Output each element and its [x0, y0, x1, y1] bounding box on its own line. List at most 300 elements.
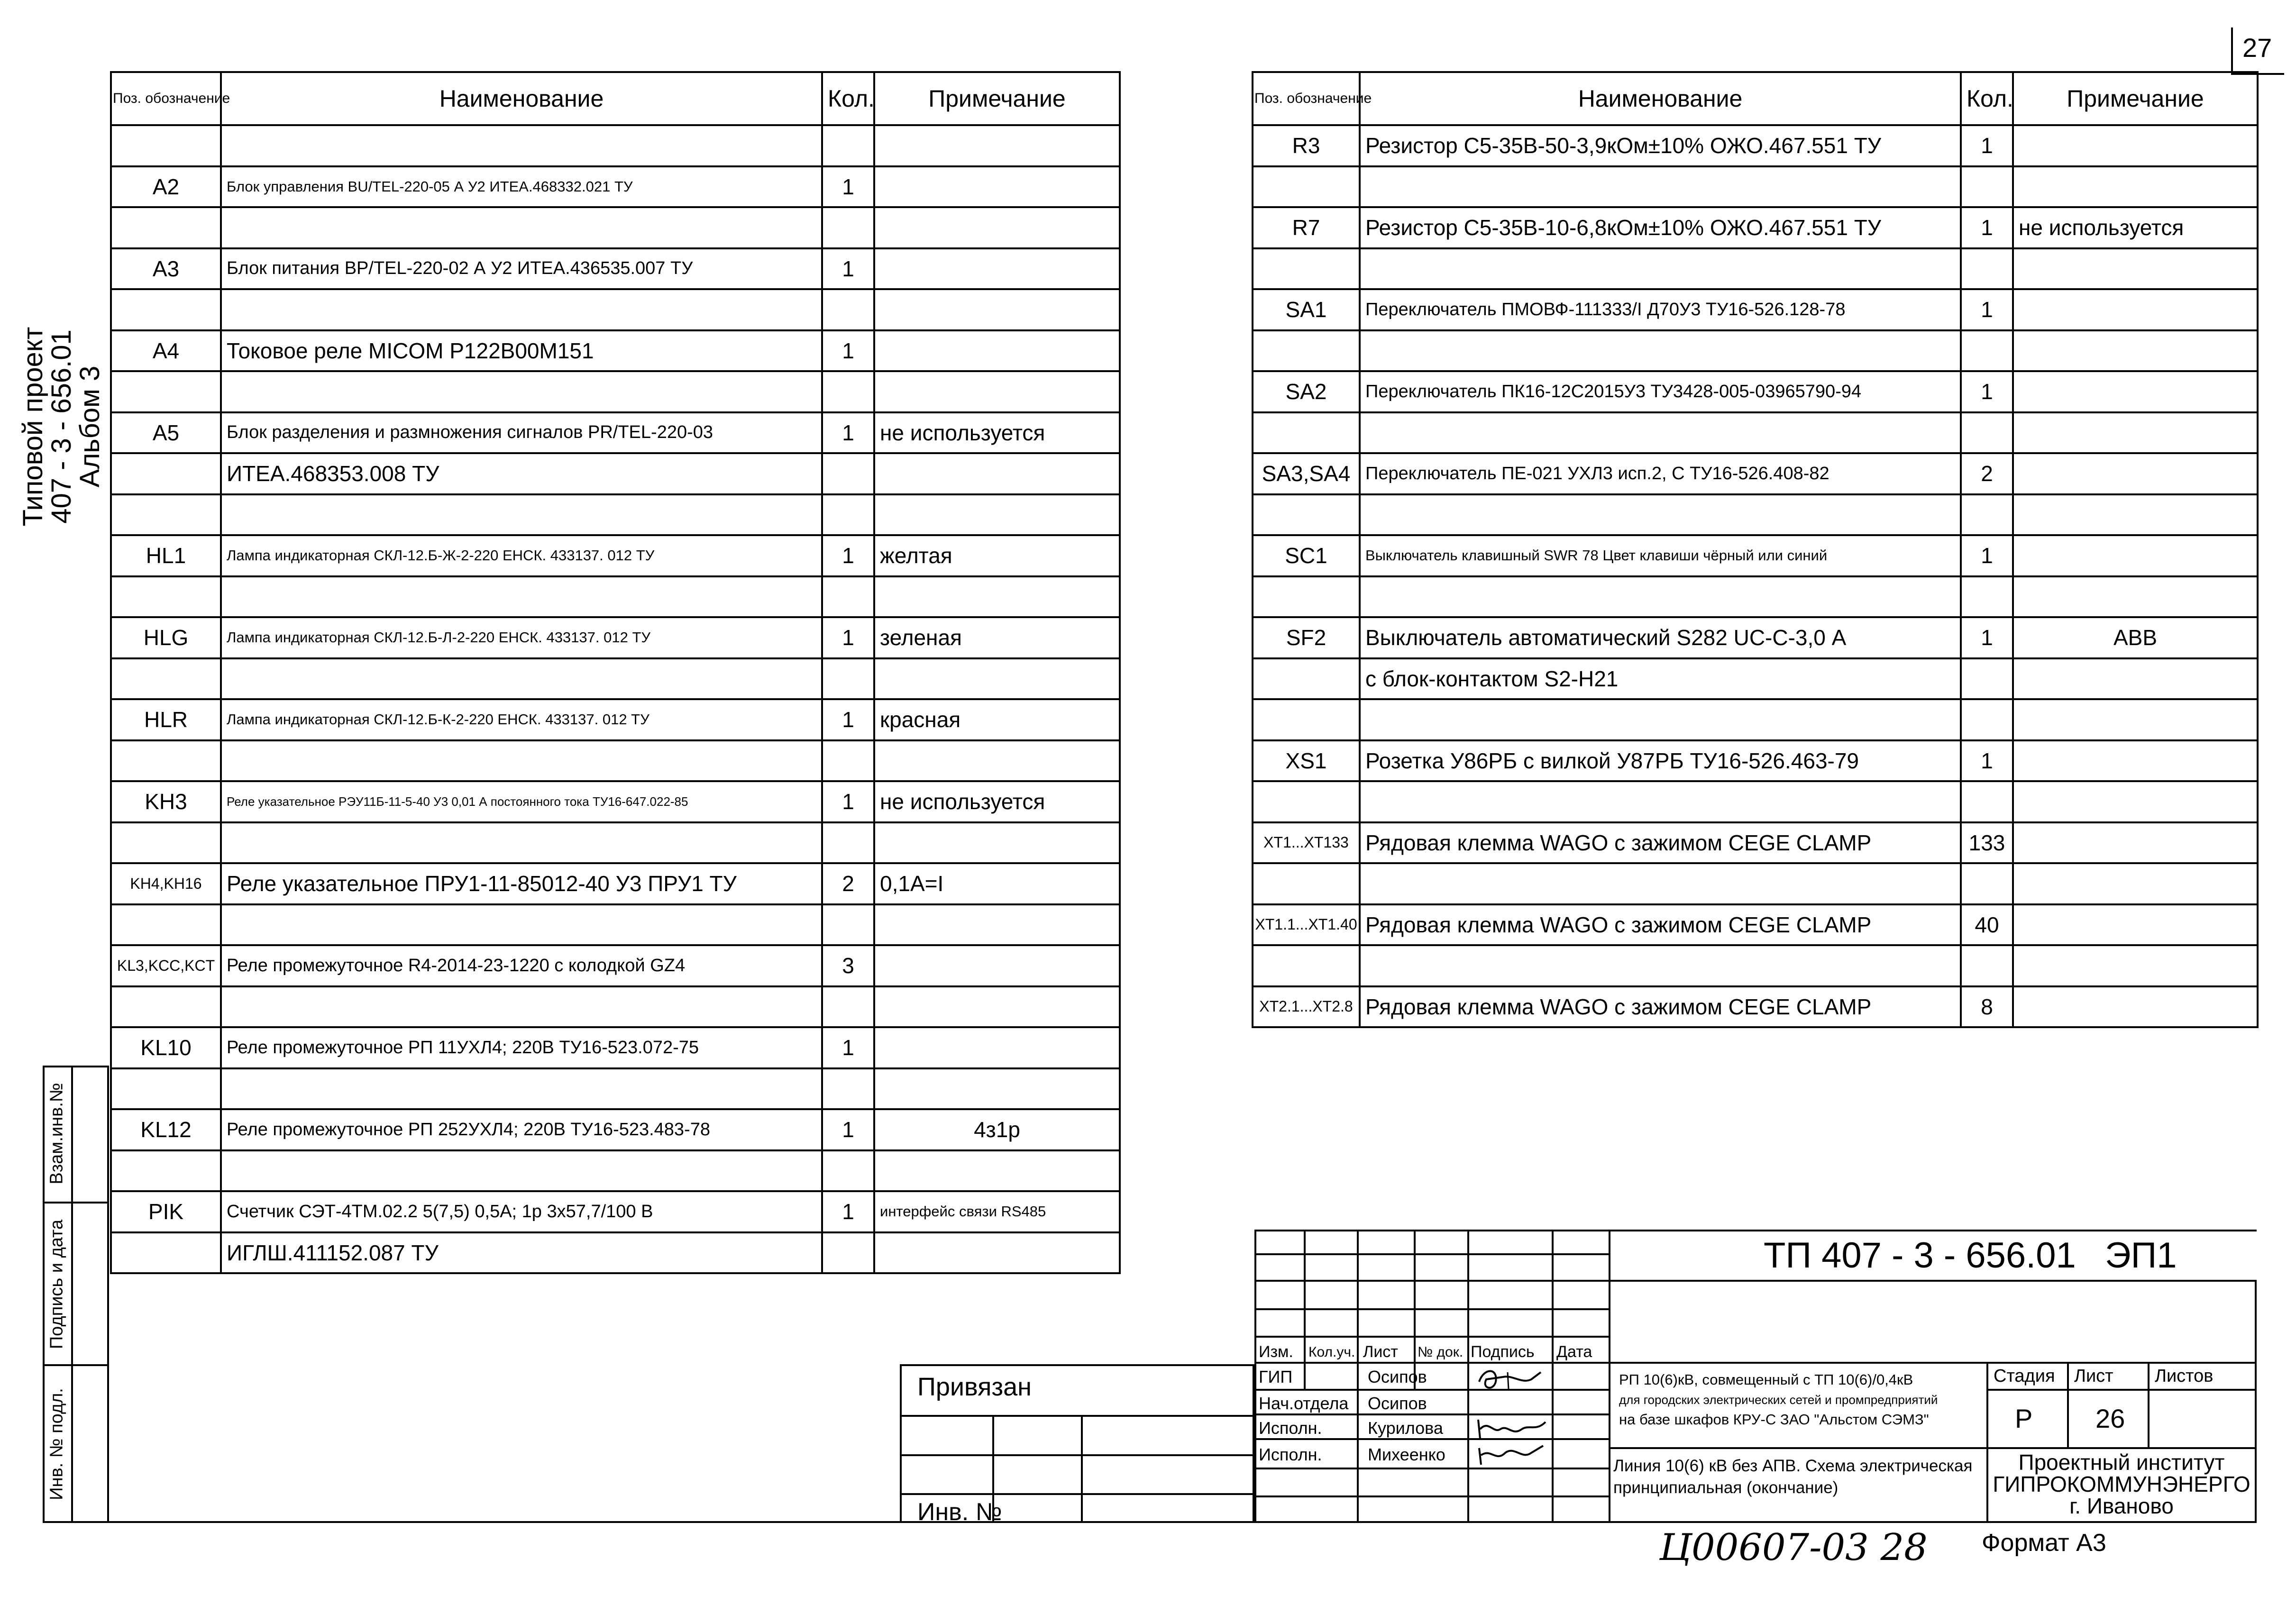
note-cell: [2013, 699, 2258, 740]
quantity-cell: 1: [1961, 740, 2013, 782]
position-cell: HLR: [111, 699, 221, 740]
name-cell: [1360, 494, 1961, 536]
quantity-cell: [822, 1150, 874, 1192]
quantity-cell: 1: [822, 699, 874, 740]
name-cell: [221, 371, 822, 412]
position-cell: A4: [111, 330, 221, 372]
table-row: [1253, 166, 2258, 208]
rev-grid-h6: [1254, 1389, 1610, 1391]
note-cell: [2013, 781, 2258, 822]
role-nach-otdela: Нач.отдела: [1259, 1394, 1349, 1413]
rev-header-kol: Кол.уч.: [1308, 1344, 1355, 1360]
table-row: [111, 535, 1120, 576]
quantity-cell: [1961, 330, 2013, 372]
quantity-cell: [822, 986, 874, 1028]
left-header-row: [111, 72, 1120, 125]
name-cell: [1360, 412, 1961, 454]
quantity-cell: [822, 658, 874, 700]
name-cell: Блок питания BP/TEL-220-02 А У2 ИТЕА.436535.007 ТУ: [221, 248, 822, 290]
note-cell: [874, 494, 1120, 536]
table-row: [1253, 986, 2258, 1028]
position-cell: [111, 986, 221, 1028]
stage-label: Стадия: [1994, 1366, 2055, 1386]
object-line-3: на базе шкафов КРУ-С ЗАО "Альстом СЭМЗ": [1619, 1411, 1929, 1428]
name-cell: Резистор С5-35В-50-3,9кОм±10% ОЖО.467.551 ТУ: [1360, 125, 1961, 166]
title-block-right-edge: [2255, 1280, 2257, 1523]
position-cell: HL1: [111, 535, 221, 576]
note-cell: 0,1А=I: [874, 863, 1120, 904]
note-cell: [2013, 289, 2258, 330]
note-cell: ABB: [2013, 617, 2258, 658]
header-note: Примечание: [874, 72, 1120, 125]
position-cell: [111, 822, 221, 864]
name-cell: [221, 658, 822, 700]
table-row: [111, 1027, 1120, 1068]
name-cell: Лампа индикаторная СКЛ-12.Б-К-2-220 ЕНСК. 433137. 012 ТУ: [221, 699, 822, 740]
title-block-hline-object: [1610, 1362, 2257, 1364]
stage-value: Р: [2015, 1404, 2033, 1433]
position-cell: [111, 371, 221, 412]
position-cell: KH4,KH16: [111, 863, 221, 904]
name-cell: [1360, 166, 1961, 208]
position-cell: XT1...XT133: [1253, 822, 1360, 864]
note-cell: не используется: [874, 412, 1120, 454]
note-cell: [874, 658, 1120, 700]
quantity-cell: [822, 494, 874, 536]
header-name: Наименование: [221, 72, 822, 125]
position-cell: [1253, 412, 1360, 454]
position-cell: XT2.1...XT2.8: [1253, 986, 1360, 1028]
note-cell: [2013, 248, 2258, 290]
position-cell: [1253, 658, 1360, 700]
header-note: Примечание: [2013, 72, 2258, 125]
quantity-cell: [1961, 248, 2013, 290]
position-cell: R3: [1253, 125, 1360, 166]
header-pos: Поз. обозначение: [1253, 72, 1360, 125]
note-cell: [874, 453, 1120, 494]
name-cell: [221, 1068, 822, 1110]
note-cell: [2013, 494, 2258, 536]
quantity-cell: [1961, 494, 2013, 536]
position-cell: [1253, 248, 1360, 290]
name-cell: [221, 740, 822, 782]
note-cell: [2013, 371, 2258, 412]
stage-hline-1: [1986, 1389, 2257, 1391]
quantity-cell: [1961, 412, 2013, 454]
name-cell: Выключатель автоматический S282 UC-C-3,0 А: [1360, 617, 1961, 658]
quantity-cell: 2: [1961, 453, 2013, 494]
name-cell: Реле указательное РЭУ11Б-11-5-40 У3 0,01 А постоянного тока ТУ16-647.022-85: [221, 781, 822, 822]
position-cell: [111, 494, 221, 536]
doc-mark: ЭП1: [2105, 1235, 2177, 1276]
position-cell: A3: [111, 248, 221, 290]
name-cell: Блок разделения и размножения сигналов PR/TEL-220-03: [221, 412, 822, 454]
quantity-cell: [1961, 166, 2013, 208]
quantity-cell: 1: [822, 617, 874, 658]
position-cell: [1253, 494, 1360, 536]
note-cell: [2013, 125, 2258, 166]
signature-ispoln-2: [1474, 1441, 1550, 1469]
position-cell: [1253, 576, 1360, 618]
stage-vline-1: [2067, 1362, 2069, 1447]
name-cell: [221, 576, 822, 618]
rev-grid-h8: [1254, 1438, 1610, 1440]
position-cell: [111, 576, 221, 618]
note-cell: [874, 371, 1120, 412]
name-cell: Переключатель ПК16-12С2015У3 ТУ3428-005-03965790-94: [1360, 371, 1961, 412]
note-cell: [2013, 986, 2258, 1028]
name-gip: Осипов: [1368, 1367, 1427, 1386]
note-cell: интерфейс связи RS485: [874, 1191, 1120, 1232]
note-cell: [2013, 658, 2258, 700]
rev-grid-h10: [1254, 1495, 1610, 1497]
name-cell: Переключатель ПМОВФ-111333/I Д70У3 ТУ16-526.128-78: [1360, 289, 1961, 330]
name-cell: Реле промежуточное РП 11УХЛ4; 220В ТУ16-523.072-75: [221, 1027, 822, 1068]
rev-header-izm: Изм.: [1259, 1343, 1293, 1361]
rev-header-list: Лист: [1363, 1343, 1398, 1361]
table-row: [111, 207, 1120, 248]
position-cell: [111, 658, 221, 700]
name-cell: Выключатель клавишный SWR 78 Цвет клавиши чёрный или синий: [1360, 535, 1961, 576]
table-row: [111, 781, 1120, 822]
name-cell: Блок управления BU/TEL-220-05 А У2 ИТЕА.468332.021 ТУ: [221, 166, 822, 208]
privyazan-hline-1: [900, 1415, 1254, 1417]
table-row: [1253, 330, 2258, 372]
quantity-cell: [822, 822, 874, 864]
name-cell: Розетка У86РБ с вилкой У87РБ ТУ16-526.463-79: [1360, 740, 1961, 782]
position-cell: A2: [111, 166, 221, 208]
name-cell: ИТЕА.468353.008 ТУ: [221, 453, 822, 494]
position-cell: SA2: [1253, 371, 1360, 412]
position-cell: SA3,SA4: [1253, 453, 1360, 494]
note-cell: зеленая: [874, 617, 1120, 658]
quantity-cell: [1961, 658, 2013, 700]
role-ispoln-2: Исполн.: [1259, 1445, 1322, 1464]
quantity-cell: [822, 125, 874, 166]
table-row: [1253, 822, 2258, 864]
name-cell: Рядовая клемма WAGO с зажимом CEGE CLAMP: [1360, 904, 1961, 946]
quantity-cell: 1: [822, 412, 874, 454]
rev-grid-h9: [1254, 1468, 1610, 1469]
table-row: [111, 1109, 1120, 1150]
name-cell: [221, 1150, 822, 1192]
table-row: [111, 494, 1120, 536]
name-cell: [1360, 248, 1961, 290]
name-cell: [221, 289, 822, 330]
rev-grid-h5: [1254, 1362, 1610, 1364]
role-gip: ГИП: [1259, 1367, 1293, 1386]
table-row: [111, 1191, 1120, 1232]
object-line-2: для городских электрических сетей и промпредприятий: [1619, 1393, 1938, 1407]
quantity-cell: [1961, 781, 2013, 822]
table-row: [111, 617, 1120, 658]
position-cell: PIK: [111, 1191, 221, 1232]
note-cell: [874, 740, 1120, 782]
note-cell: [874, 822, 1120, 864]
margin-label-vzam: Взам.инв.№: [46, 1083, 67, 1185]
name-cell: [1360, 576, 1961, 618]
position-cell: [1253, 330, 1360, 372]
note-cell: [874, 248, 1120, 290]
table-row: [111, 166, 1120, 208]
quantity-cell: [822, 904, 874, 946]
position-cell: [1253, 863, 1360, 904]
quantity-cell: 1: [1961, 289, 2013, 330]
quantity-cell: [822, 576, 874, 618]
quantity-cell: [1961, 576, 2013, 618]
table-row: [1253, 207, 2258, 248]
table-row: [1253, 863, 2258, 904]
note-cell: [2013, 863, 2258, 904]
quantity-cell: [822, 740, 874, 782]
quantity-cell: 8: [1961, 986, 2013, 1028]
privyazan-hline-2: [900, 1454, 1254, 1456]
note-cell: [2013, 822, 2258, 864]
rev-grid-v2: [1357, 1230, 1359, 1523]
position-cell: [111, 125, 221, 166]
note-cell: [2013, 453, 2258, 494]
table-row: [1253, 289, 2258, 330]
name-cell: Лампа индикаторная СКЛ-12.Б-Ж-2-220 ЕНСК. 433137. 012 ТУ: [221, 535, 822, 576]
position-cell: [111, 904, 221, 946]
handwritten-code: Ц00607-03 28: [1659, 1526, 1928, 1569]
signature-gip: [1474, 1365, 1546, 1394]
note-cell: [2013, 166, 2258, 208]
name-cell: Резистор С5-35В-10-6,8кОм±10% ОЖО.467.551 ТУ: [1360, 207, 1961, 248]
table-row: [111, 740, 1120, 782]
note-cell: [874, 1027, 1120, 1068]
table-row: [111, 658, 1120, 700]
note-cell: [2013, 576, 2258, 618]
quantity-cell: [822, 1232, 874, 1274]
quantity-cell: 3: [822, 945, 874, 986]
position-cell: KL12: [111, 1109, 221, 1150]
right-header-row: [1253, 72, 2258, 125]
quantity-cell: 1: [822, 166, 874, 208]
table-row: [111, 330, 1120, 372]
position-cell: [1253, 699, 1360, 740]
rev-grid-h1: [1254, 1253, 1610, 1255]
note-cell: [874, 904, 1120, 946]
position-cell: [1253, 166, 1360, 208]
margin-label-inv: Инв. № подл.: [46, 1388, 67, 1500]
position-cell: A5: [111, 412, 221, 454]
table-row: [111, 453, 1120, 494]
name-cell: Лампа индикаторная СКЛ-12.Б-Л-2-220 ЕНСК. 433137. 012 ТУ: [221, 617, 822, 658]
format-label: Формат А3: [1982, 1529, 2106, 1557]
table-row: [1253, 535, 2258, 576]
side-stamp-line3: Альбом 3: [74, 365, 105, 488]
title-block-hline-top: [1610, 1280, 2257, 1282]
table-row: [111, 822, 1120, 864]
table-row: [111, 289, 1120, 330]
position-cell: KL3,KCC,KCT: [111, 945, 221, 986]
position-cell: [111, 289, 221, 330]
quantity-cell: 1: [822, 248, 874, 290]
table-row: [1253, 248, 2258, 290]
note-cell: [874, 1150, 1120, 1192]
name-cell: Реле промежуточное R4-2014-23-1220 с колодкой GZ4: [221, 945, 822, 986]
table-row: [1253, 904, 2258, 946]
name-cell: [1360, 945, 1961, 986]
table-row: [111, 986, 1120, 1028]
name-cell: Счетчик СЭТ-4ТМ.02.2 5(7,5) 0,5А; 1р 3х57,7/100 В: [221, 1191, 822, 1232]
position-cell: SC1: [1253, 535, 1360, 576]
note-cell: [874, 1068, 1120, 1110]
note-cell: [874, 986, 1120, 1028]
table-row: [111, 371, 1120, 412]
note-cell: [874, 945, 1120, 986]
note-cell: [2013, 945, 2258, 986]
table-row: [1253, 576, 2258, 618]
position-cell: [111, 207, 221, 248]
rev-header-doc: № док.: [1418, 1344, 1464, 1360]
position-cell: [111, 453, 221, 494]
table-row: [111, 412, 1120, 454]
name-cell: Рядовая клемма WAGO с зажимом CEGE CLAMP: [1360, 986, 1961, 1028]
note-cell: [2013, 535, 2258, 576]
note-cell: [2013, 740, 2258, 782]
note-cell: 4з1р: [874, 1109, 1120, 1150]
sheet-label: Лист: [2074, 1366, 2113, 1386]
table-row: [111, 863, 1120, 904]
rev-grid-h2: [1254, 1280, 1610, 1282]
table-row: [1253, 781, 2258, 822]
note-cell: не используется: [874, 781, 1120, 822]
name-cell: [1360, 330, 1961, 372]
object-line-1: РП 10(6)кВ, совмещенный с ТП 10(6)/0,4кВ: [1619, 1371, 1913, 1388]
rev-grid-v4: [1467, 1230, 1469, 1523]
organization-line-1: Проектный институт: [2018, 1450, 2225, 1475]
position-cell: KL10: [111, 1027, 221, 1068]
name-cell: с блок-контактом S2-H21: [1360, 658, 1961, 700]
rev-grid-v1: [1304, 1230, 1306, 1389]
header-pos: Поз. обозначение: [111, 72, 221, 125]
name-ispoln-1: Курилова: [1368, 1418, 1443, 1438]
sheet-title-line-1: Линия 10(6) кВ без АПВ. Схема электрическая: [1613, 1457, 1973, 1475]
position-cell: SA1: [1253, 289, 1360, 330]
table-row: [111, 576, 1120, 618]
table-row: [1253, 494, 2258, 536]
quantity-cell: [822, 453, 874, 494]
margin-hline-2: [43, 1364, 109, 1366]
table-row: [1253, 453, 2258, 494]
table-row: [111, 1150, 1120, 1192]
note-cell: [2013, 904, 2258, 946]
stage-vline-2: [2148, 1362, 2150, 1447]
quantity-cell: 1: [822, 781, 874, 822]
organization: [1989, 1451, 2254, 1517]
note-cell: [874, 125, 1120, 166]
rev-grid-h7: [1254, 1413, 1610, 1415]
rev-grid-v3: [1414, 1230, 1416, 1389]
position-cell: R7: [1253, 207, 1360, 248]
quantity-cell: 40: [1961, 904, 2013, 946]
inv-number-label: Инв. №: [917, 1498, 1002, 1526]
quantity-cell: [1961, 863, 2013, 904]
sheet-number: 27: [2242, 33, 2272, 63]
doc-code: ТП 407 - 3 - 656.01: [1764, 1235, 2076, 1276]
name-cell: Рядовая клемма WAGO с зажимом CEGE CLAMP: [1360, 822, 1961, 864]
note-cell: [874, 330, 1120, 372]
sheet-title-line-2: принципиальная (окончание): [1613, 1478, 1839, 1497]
rev-header-sign: Подпись: [1471, 1343, 1535, 1361]
table-row: [111, 1232, 1120, 1274]
note-cell: [874, 207, 1120, 248]
side-stamp: [19, 261, 104, 593]
note-cell: [2013, 412, 2258, 454]
note-cell: [2013, 330, 2258, 372]
privyazan-hline-3: [900, 1493, 1254, 1495]
name-nach-otdela: Осипов: [1368, 1394, 1427, 1413]
right-spec-body: [1253, 125, 2258, 1027]
quantity-cell: [822, 289, 874, 330]
right-spec-table: [1252, 71, 2259, 1028]
note-cell: [874, 166, 1120, 208]
sheet-value: 26: [2095, 1404, 2125, 1433]
sheet-title: [1613, 1455, 1972, 1499]
name-cell: Реле указательное ПРУ1-11-85012-40 У3 ПРУ1 ТУ: [221, 863, 822, 904]
quantity-cell: [1961, 699, 2013, 740]
table-row: [1253, 617, 2258, 658]
title-block-hline-sheet: [1610, 1447, 2257, 1449]
note-cell: не используется: [2013, 207, 2258, 248]
table-row: [1253, 371, 2258, 412]
object-text: [1619, 1370, 1938, 1430]
position-cell: HLG: [111, 617, 221, 658]
table-row: [1253, 125, 2258, 166]
side-stamp-line2: 407 - 3 - 656.01: [46, 329, 77, 524]
table-row: [111, 125, 1120, 166]
rev-header-date: Дата: [1556, 1343, 1592, 1361]
margin-divider: [71, 1066, 73, 1523]
position-cell: [111, 740, 221, 782]
position-cell: [111, 1068, 221, 1110]
quantity-cell: [822, 1068, 874, 1110]
side-stamp-line1: Типовой проект: [18, 327, 48, 527]
name-cell: [221, 986, 822, 1028]
table-row: [1253, 412, 2258, 454]
signature-ispoln-1: [1474, 1415, 1550, 1443]
rev-grid-h3: [1254, 1308, 1610, 1310]
note-cell: [874, 576, 1120, 618]
table-row: [1253, 658, 2258, 700]
table-row: [1253, 740, 2258, 782]
note-cell: [874, 289, 1120, 330]
quantity-cell: 1: [1961, 125, 2013, 166]
quantity-cell: 1: [1961, 617, 2013, 658]
quantity-cell: 1: [822, 1027, 874, 1068]
position-cell: KH3: [111, 781, 221, 822]
name-cell: [221, 822, 822, 864]
quantity-cell: 1: [1961, 535, 2013, 576]
position-cell: XT1.1...XT1.40: [1253, 904, 1360, 946]
header-qty: Кол.: [1961, 72, 2013, 125]
table-row: [111, 945, 1120, 986]
sheets-label: Листов: [2155, 1366, 2214, 1386]
title-block-vline-main: [1609, 1230, 1610, 1523]
quantity-cell: [822, 371, 874, 412]
quantity-cell: 1: [822, 1109, 874, 1150]
organization-line-2: ГИПРОКОММУНЭНЕРГО: [1993, 1472, 2250, 1496]
table-row: [111, 1068, 1120, 1110]
name-cell: [221, 904, 822, 946]
quantity-cell: 1: [822, 1191, 874, 1232]
name-cell: ИГЛШ.411152.087 ТУ: [221, 1232, 822, 1274]
table-row: [111, 904, 1120, 946]
note-cell: [874, 1232, 1120, 1274]
table-row: [111, 699, 1120, 740]
